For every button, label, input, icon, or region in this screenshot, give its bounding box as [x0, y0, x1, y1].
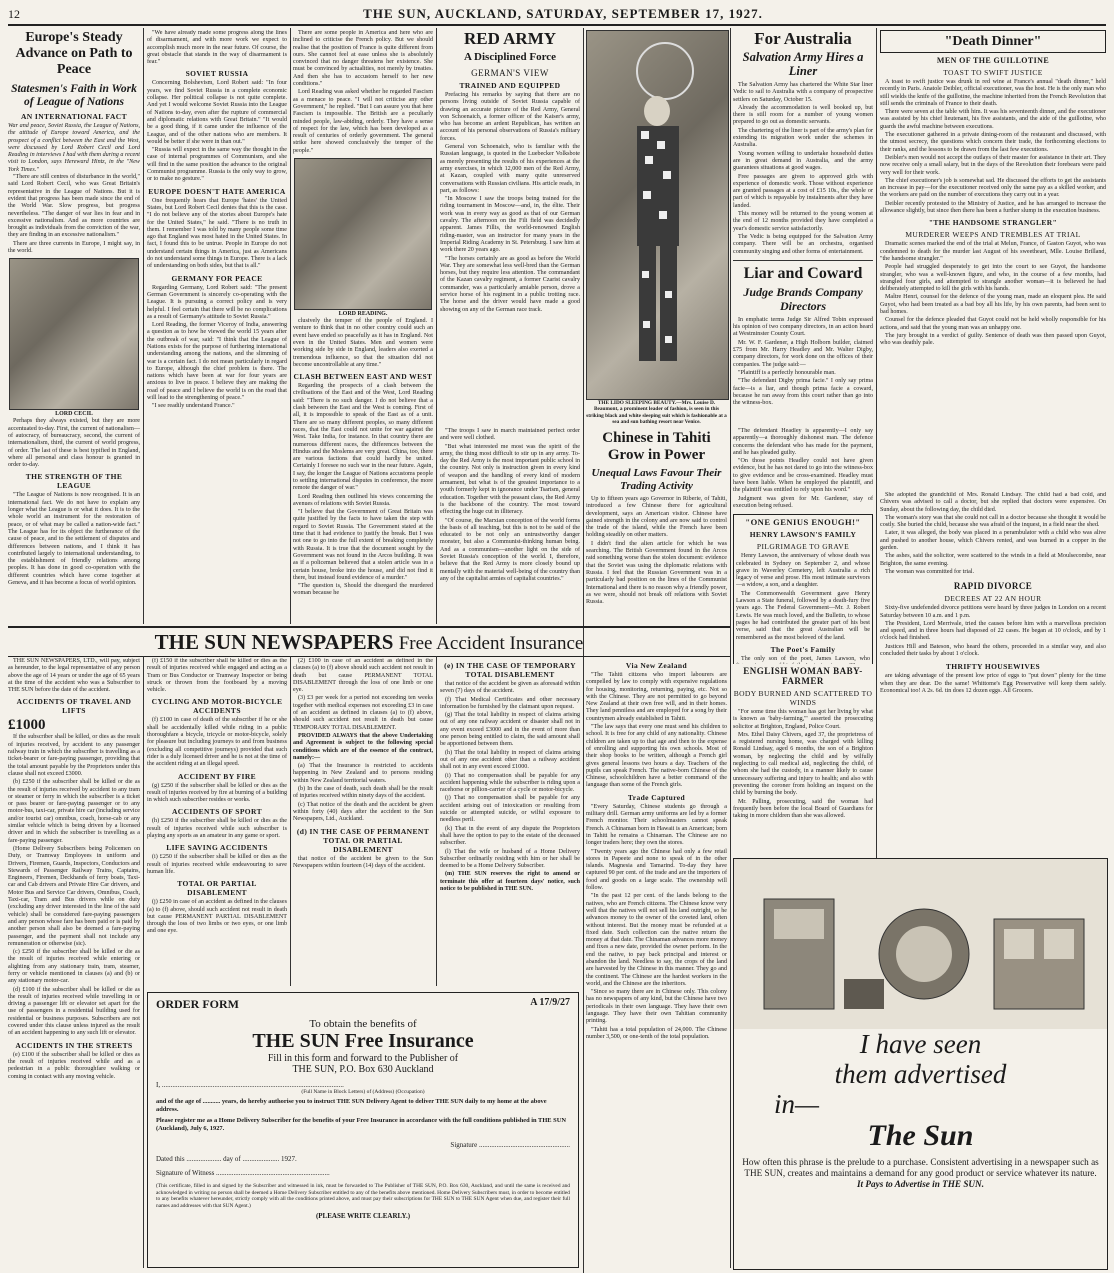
insurance-subhead-5: ACCIDENTS OF SPORT	[171, 807, 262, 817]
insurance-subhead-4: ACCIDENT BY FIRE	[177, 771, 257, 781]
chinese-headline: Chinese in Tahiti Grow in Power	[602, 430, 711, 463]
lawson-subhead: HENRY LAWSON'S FAMILY	[749, 530, 857, 540]
order-form-big: THE SUN Free Insurance	[252, 1030, 474, 1052]
redarmy-article-cont	[440, 428, 580, 624]
farmer-body-1: "For some time this woman has got her living by what is known as 'baby-farming,'" asserted the prosecuting solicitor at Brighton, England, Police Court.	[733, 709, 873, 730]
europe-body-5: "We have already made some progress along the lines of disarmament, and with more work we expect to accomplish much more in the near future. Of course, the great obstacle that stands in the way of disarmament is fear."	[147, 30, 287, 66]
insurance-subhead-2: ACCIDENTS IN THE STREETS	[15, 1040, 133, 1050]
europe-subhead-3: SOVIET RUSSIA	[185, 69, 249, 79]
chinese-body-5: "Every Saturday, Chinese students go through a military drill. German army uniforms are led by a former French monitor. Their schoolmasters cannot speak French. A Chinaman born in Hawaii is an American; born in Tahiti he remains a Chinaman. The Chinese are no longer traders here; they own the stores.	[586, 803, 727, 847]
insurance-body-25: (j) That no compensation shall be payable for any accident arising out of intoxication or resulting from suicide or attempted suicide, or wilful exposure to needless peril.	[440, 795, 580, 824]
liar-body-7: Judgment was given for Mr. Gardener, stay of execution being refused.	[733, 495, 873, 509]
order-form-line-3: THE SUN, P.O. Box 630 Auckland	[292, 1064, 434, 1075]
australia-body-7: The Vedic is being equipped for the Salvation Army company. There will be an orchestra, organised community singing and other forms of entertainment.	[733, 233, 873, 255]
australia-body-3: The chartering of the liner is part of the army's plan for extending its migration work under the schemes in Australia.	[733, 127, 873, 149]
order-form-fine-print: (This certificate, filled in and signed by the Subscriber and witnessed in ink, must be forwarded to The Publisher of THE SUN, P.O. Box 630, Auckland, and until the same is received and acknowledged in writing no person shall be deemed a Home Delivery Subscriber entitled to any of the benefits above mentioned. Home Delivery Subscribers must, in order to become entitled to any benefits whatever hereunder, strictly comply with all the conditions printed above, and must pay their subscriptions for THE SUN to THE SUN Agent when due, and register their full names and addresses with that SUN Agent.)	[156, 1183, 570, 1209]
insurance-subhead-8: (d) IN THE CASE OF PERMANENT TOTAL OR PARTIAL DISABLEMENT	[296, 826, 430, 854]
europe-body-1: "There are still centres of disturbance in the world," said Lord Robert Cecil, who was Great Britain's representative in the League of Nations. But it is evident that progress has been made since the end of the World War. Slow progress, but progress nevertheless. "The danger of war lies in fear and in excessive nationalism. And as more countries are brought as individuals from the conviction of the war, they are finding in an excessive nationalism."	[8, 174, 140, 239]
death-subhead: MEN OF THE GUILLOTINE	[936, 56, 1050, 65]
australia-article	[733, 30, 873, 426]
insurance-col-3	[293, 658, 433, 988]
redarmy-body-1: Prefacing his remarks by saying that there are no persons living outside of Soviet Russia capable of drawing an accurate picture of the Red Army, General von Schoenaich, a former officer of the Kaiser's army, who has become an ardent Republican, has written an account of his personal observations of Russia's military forces.	[440, 92, 580, 142]
insurance-body-8: (f) £100 in case of death of the subscriber if he or she shall be accidentally killed while riding in a public thoroughfare a bicycle, tricycle or motor-bicycle, solely for pleasure but including journeys to and from business (excluding all competitive journeys) provided that such rider is a duly licensed driver and he is not at the time of the accident riding at an illegal speed.	[147, 717, 287, 768]
insurance-body-22: (g) That the total liability in respect of claims arising out of any one railway accident or disaster shall not in any event exceed £3000 and in the event of more than one person being entitled to claim, the said amount shall be apportioned between them.	[440, 712, 580, 748]
insurance-intro: THE SUN NEWSPAPERS, LTD., will pay, subject as hereunder, to the legal representative of any person above the age of 14 years or under the age of 65 years at the time of the accident who was a Subscriber to THE SUN before the date of the accident.	[8, 658, 140, 694]
farmer-body-4: She adopted the grandchild of Mrs. Ronald Lindsay. The child had a bad cold, and Chivers was advised to call a doctor, but she replied that doctors were expensive. On Sunday, about the following day, the child died.	[880, 492, 1106, 513]
liar-body-3: "Plaintiff is a perfectly honourable man.	[738, 369, 836, 376]
lawson-body-1: Henry Lawson, the anniversary of whose death was celebrated in Sydney on September 2, and whose grave in Waverley Cemetery, left Australia a rich legacy of verse and prose. His most intimate survivors—a widow, a son, and a daughter.	[736, 553, 870, 589]
chinese-body-3: "The Tahiti citizens who import labourers are compelled by law to comply with expensive regulations for housing, monitoring, returning, paying, etc. Not so with the Chinese. They are not permitted to go beyond New Zealand at their own free will, and in their homes. They land penniless and are employed for a song by their countrymen already established in Tahiti.	[586, 672, 727, 722]
reading-body-1: There are some people in America and here who are inclined to criticise the French policy. But we should realise that the position of France is quite different from ours. She cannot feel at ease unless she is absolutely convinced that no danger threatens her existence. She must be convinced by actualities, not merely by treaties. And then she has to accustom herself to her new conditions."	[293, 30, 433, 88]
order-form-register-text: Please register me as a Home Delivery Subscriber for the benefits of your Free Insurance in accordance with the full conditions published in THE SUN (Auckland), July 6, 1927.	[156, 1117, 566, 1132]
insurance-body-20: that notice of the accident be given as aforesaid within seven (7) days of the accident.	[440, 681, 580, 695]
insurance-body-23: (h) That the total liability in respect of claims arising out of any one accident other than a railway accident shall not in any event exceed £1000.	[440, 749, 580, 771]
liar-body-5: "The defendant Headley is apparently—I only say apparently—a thoroughly dishonest man. The defence concerns the defendant who has made for the payment, and he has pleaded guilty.	[733, 428, 873, 456]
redarmy-body-4: "The horses certainly are as good as before the World War. They are somewhat less well-bred than the German horses, but they require less attention. The commandant of the Kazan cavalry regiment, a former Czarist cavalry commander, was a particularly amiable person, drove a service horse of his regiment in a public trotting race. The horse and the driver would have made a good showing on any of the German race track.	[440, 255, 580, 313]
reading-body-5: Lord Reading then outlined his views concerning the avenues of relations with Soviet Russia.	[293, 493, 433, 507]
death-subhead-7: THRIFTY HOUSEWIVES	[945, 662, 1041, 672]
order-form-ref: A 17/9/27	[530, 997, 570, 1008]
redarmy-body-2: General von Schoenaich, who is familiar with the Russian language, is quoted in the Luebecker Volksbote as merely presenting the results of his experiences at the army exercises, in which 12,000 men of the Red Army, at Kazan, coupled with many quite unreserved conversations with Russian civilians. His article reads, in part, as follows:	[440, 144, 580, 194]
chinese-body-8: "Since so many there are in Chinese only. This colony has no newspapers of any kind, but the Chinese have two periodicals in their own language. They have their own language. They have their own Tahitian community printing.	[586, 989, 727, 1025]
farmer-body-6: Later, it was alleged, the body was placed in a perambulator with a child who was alive and pushed to another house, which Chivers rented, and was burned in a copper in the garden.	[880, 530, 1106, 552]
australia-body-2: Already the accommodation is well booked up, but there is still room for a number of young women prepared to go out as domestic servants.	[733, 104, 873, 126]
insurance-col-4	[440, 658, 580, 988]
farmer-article	[733, 666, 873, 854]
insurance-banner	[8, 626, 730, 657]
redarmy-body-3: "In Moscow I saw the troops being trained for the riding tournament in Moscow—and, in, the élite. Their work was in every way as good as that of our German cavalry. The afternoon on the Fili field was decidedly apparent. James Fillis, the world-renowned English riding-master, was an instructor for many years in the Imperial Riding Academy in St. Petersburg. I saw him at work there 20 years ago.	[440, 196, 580, 254]
advert-paper-name: The Sun	[867, 1119, 974, 1152]
insurance-body-5: (d) £100 if the subscriber shall be killed or die as the result of injuries received while travelling in or driving a passenger lift or elevator set apart for the use of passengers in a residential building used for residential or business purposes. Subscribers are not covered under this clause unless injured as the result of an accident happening to any such lift or elevator.	[8, 986, 140, 1037]
liar-headline: Liar and Coward	[743, 264, 863, 282]
insurance-body-16: (a) That the Insurance is restricted to accidents happening in New Zealand and to persons residing within New Zealand territorial waters.	[293, 763, 433, 784]
farmer-article-cont	[880, 492, 1106, 854]
death-body-3: The executioner gathered in a private dining-room of the restaurant and discussed, with the utmost secrecy, the questions which concern their trade, the forthcoming elections to their ranks, and the lessons to be drawn from the last few executions.	[880, 132, 1106, 153]
australia-body-6: This money will be returned to the young women at the end of 12 months provided they have completed a year's domestic service satisfactorily.	[733, 211, 873, 232]
insurance-banner-bold: THE SUN NEWSPAPERS	[154, 630, 394, 654]
death-body-10: Counsel for the defence pleaded that Guyot could not be held wholly responsible for his actions, and said that the young man was an unhappy one.	[880, 317, 1106, 331]
redarmy-subhead: GERMAN'S VIEW	[471, 68, 549, 78]
death-body-11: The jury brought in a verdict of guilty. Sentence of death was then passed upon Guyot, who was deathly pale.	[880, 332, 1106, 347]
liar-body-6: "On those points Headley could not have given evidence, but he has not dared to go into the witness-box to give evidence and be cross-examined. Headley must have been liable. When he employed the plaintiff, and the plaintiff was entitled to rely upon his word."	[733, 458, 873, 494]
order-form	[147, 992, 579, 1268]
lawson-headline: "ONE GENIUS ENOUGH!"	[745, 517, 861, 528]
photo-lord-cecil	[9, 258, 139, 410]
insurance-body-14: (3) £3 per week for a period not exceeding ten weeks together with medical expenses not exceeding £3 in case of an accident as defined in clauses (a) to (f) above, should such accident not result in death but cause TEMPORARY TOTAL DISABLEMENT.	[293, 695, 433, 731]
insurance-body-28: (m) THE SUN reserves the right to amend or terminate this offer at fourteen days' notice, such notice to be published in THE SUN.	[440, 871, 580, 893]
death-body-13: The President, Lord Merrivale, tried the causes before him with a marvellous precision and speed, and in three hours had disposed of 22 cases. He began at 10 o'clock, and by 1 o'clock had finished.	[880, 620, 1106, 642]
liar-deck: Judge Brands Company Directors	[743, 284, 863, 313]
chinese-body-6: "Twenty years ago the Chinese had only a few retail stores in Papeete and none to speak of in the other islands. Magnesia and Tamarind. To-day they have captured 90 per cent. of the trade and are the importers of food and goods on a large scale. The ownership will follow.	[586, 848, 727, 892]
insurance-amount: £1000	[8, 717, 46, 734]
death-body-15: are taking advantage of the present low price of eggs to "put down" plenty for the time when they are dear. Do the same! Whittome's Egg Preservative will keep them safely. Economical too! A 2s. 6d. tin does 12 dozen eggs. All Grocers.	[880, 673, 1106, 694]
europe-subhead-4: EUROPE DOESN'T HATE AMERICA	[148, 186, 286, 196]
page-number: 12	[8, 6, 20, 21]
redarmy-body-6: "But what interested me most was the spirit of the army, the thing most difficult to stir up in any army. To-day the Red Army is the most important public school in the country. Not only is instruction given in every kind of weapon and the handling of every kind of modern armament, but what is of the greatest importance to a youth formerly kept in ignorance under Tsarism, general education. Together with the peasant class, the Red Army is the backbone of the country. The most toward effecting the huge cut in illiteracy.	[440, 443, 580, 516]
advert-body-text: How often this phrase is the prelude to a purchase. Consistent advertising in a newspaper such as THE SUN, creates and maintains a demand for any good product or service whatever its nature.	[742, 1157, 1099, 1178]
caption-lido: THE LIDO SLEEPING BEAUTY.—Mrs. Louise D. Beaumont, a prominent leader of fashion, is seen in this striking black and white sleeping suit which is fashionable at a sea and sun bathing resort near Venice.	[586, 400, 727, 426]
reading-body-2: Lord Reading was asked whether he regarded Fascism as a menace to peace. "I will not criticise any other Government," he replied. "But I can assure you that here Fascism is impossible. The British are a peculiarly minded people, law-abiding, orderly. They have a sense of respect for the law, which has been developed as a result of centuries of orderly government. The general strike here showed conclusively the temper of the people."	[293, 89, 433, 154]
redarmy-body-5: "The troops I saw in march maintained perfect order and were well clothed.	[440, 428, 580, 442]
insurance-body-18: (c) That notice of the death and the accident be given within forty (40) days after the accident to the Sun Newspapers, Ltd., Auckland.	[293, 801, 433, 823]
death-body-5: The chief executioner's job is somewhat sad. He discussed the efforts to get the assistants an increase in pay—for the executioner received only the same pay as a skilled worker, and the workers are paid on the number of executions they carry out in a year.	[880, 177, 1106, 199]
chinese-body-7: "In the past 12 per cent. of the lands belong to the natives, who are French citizens. The Chinese know very well that the natives will not sell his land outright, so he advances money to the owner of the coveted land, often without interest. But the money must be refunded at a fixed date. Such collection can the native return the money at that date. The Chinaman advances more money and fixes a new date, provided the owner perform. In the end the native, to pay back principal and interest or abandon the land. Needless to say, the crops of the land are harvested by the Chinese in this manner. They go and the continent. The Chinese are the hardest workers in the world, and the Chinese are the inheritors.	[586, 893, 727, 987]
reading-body-7: "The question is, Should the disregard the murdered woman because he	[293, 583, 433, 597]
redarmy-article	[440, 30, 580, 425]
liar-body-2: Mr. W. F. Gardener, a High Holborn builder, claimed £75 from Mr. Harry Headley and Mr. Walter Digby, company directors, for work done on the offices of their companies. The judge said:—	[733, 339, 873, 368]
europe-intro: War and peace, Soviet Russia, the League of Nations, the attitude of Europe toward America, and the prospect of a conflict between the East and the West, were discussed by Lord Robert Cecil and Lord Reading in interviews I had with them during a recent visit to London, says Hereward Hintz, in the "New York Times."	[8, 123, 140, 173]
insurance-subhead-1: ACCIDENTS OF TRAVEL AND LIFTS	[16, 697, 132, 716]
order-form-signature-field[interactable]: Signature ....................................................	[450, 1141, 570, 1149]
lawson-body-3: The only son of the poet, James Lawson, who	[741, 655, 870, 662]
order-form-title: ORDER FORM	[156, 997, 239, 1011]
order-form-line-1: To obtain the benefits of	[309, 1018, 417, 1030]
chinese-article	[586, 430, 727, 624]
redarmy-headline: RED ARMY	[463, 30, 557, 48]
redarmy-deck: A Disciplined Force	[463, 51, 557, 63]
insurance-subhead-7: TOTAL OR PARTIAL DISABLEMENT	[177, 879, 257, 898]
chinese-body-1: Up to fifteen years ago Governor in Riberie, of Tahiti, introduced a few Chinese there for agricultural development, says an American visitor. Chinese have gained strength in the colony and are now said to control the trade of the island, while the French have been holding steadily on other matters.	[586, 496, 727, 539]
death-body-1: A toast to swift justice was drunk in red wine at France's annual "death dinner," held recently in Paris. Anatole Deibler, official executioner, was the host. He is the only man who still wields the knife of the guillotine, the machine inherited from the French Revolution that still sends the criminals of France to their death.	[880, 79, 1106, 107]
lawson-subhead-3: The Poet's Family	[770, 644, 836, 654]
europe-body-6: Concerning Bolshevism, Lord Robert said: "In four years, we find Soviet Russia in a complete economic collapse. Her political collapse is not quite complete. And yet I would welcome Soviet Russia into the League of Nations to-day, even after the rupture of commercial and diplomatic relations with Great Britain." "It would be a good thing, if it came under the influence of the League, and of the other nations who are members. It would be better if she were in than out."	[147, 80, 287, 145]
advert-script-2: them advertised	[834, 1059, 1007, 1089]
death-body-12: Sixty-five undefended divorce petitions were heard by three judges in London on a recent Saturday between 10 a.m. and 1 p.m.	[880, 605, 1106, 619]
europe-body-7: "Russia will expect in the same way the thought in the case of internal programmes of Communism, and she will find in the same position the advance to the original Communist programme. Russia is the only way to grow, or to make no gesture."	[147, 147, 287, 183]
photo-figure-illustration	[587, 31, 728, 399]
death-subhead-5: RAPID DIVORCE	[953, 581, 1033, 592]
europe-deck: Statesmen's Faith in Work of League of Nations	[11, 83, 137, 108]
farmer-body-5: The woman's story was that she could not call in a doctor because she thought it would be costly. She buried the child, because she was afraid of the inquest, in a field near the shed.	[880, 514, 1106, 529]
insurance-body-12: (j) £250 in case of an accident as defined in the clauses (a) to (f) above, should such accident not result in death but cause PERMANENT PARTIAL DISABLEMENT through the loss of two limbs or two eyes, or one limb and one eye.	[147, 899, 287, 935]
order-form-field-labels: (Full Name in Block Letters) of (Address) (Occupation)	[301, 1089, 425, 1095]
death-subhead-2: TOAST TO SWIFT JUSTICE	[943, 68, 1043, 77]
australia-body-5: Free passages are given to approved girls with experience of domestic work. Those without experience are granted passages at a cost of £15 10s., the whole or part of which is repayable by instalments after they have landed.	[733, 173, 873, 209]
caption-lord-cecil: LORD CECIL	[55, 411, 93, 418]
europe-subhead: AN INTERNATIONAL FACT	[20, 112, 128, 121]
europe-body-8: One frequently hears that Europe 'hates' the United States, but Lord Robert Cecil denies that this is the case. "I do not believe any of the stories about Europe's hate for the United States," he said. "There is no truth in them. I remember I was told by many people some time ago that England was most hated in the United States. In fact, I found this to be untrue. People in Europe do not understand certain things in America, just as Americans do not understand some things in Europe. There is a lack of understanding on both sides, but that is all."	[147, 197, 287, 270]
farmer-body-2: Mrs. Ethel Daisy Chivers, aged 37, the proprietress of a registered nursing home, was charged with killing Ronald Lindsay, aged 6 months, the son of a Brighton woman, by neglecting the child and by wilfully neglecting to call medical aid, neglecting the child, of whom she had the custody, in a manner likely to cause unnecessary suffering and injury to health; and also with preventing the coroner from holding an inquest on the child by burning the body.	[733, 731, 873, 797]
europe-article-cont	[147, 30, 287, 624]
death-dinner-article	[880, 30, 1106, 490]
europe-body-11: "I see readily understand France."	[152, 403, 235, 410]
order-form-age-field[interactable]: and of the age of ........... years, do hereby authorise you to instruct THE SUN Delivery Agent to deliver THE SUN daily to my home at the above address.	[156, 1098, 547, 1113]
chinese-body-2: I didn't find the alien article for which he was searching. The British Government found in the Arcos raid something worse than the stolen document: evidence that the Soviet was using the diplomatic relations with Russia. I feel that the Russian Government was in a particularly bad position on the lines of the Communist International and there is no reason why a friendly power, as we were, should not break off relations with Soviet Russia.	[586, 540, 727, 606]
europe-subhead-5: GERMANY FOR PEACE	[171, 273, 263, 283]
sun-advertisement	[733, 858, 1108, 1270]
photo-lido-sleeping-beauty	[586, 30, 729, 400]
farmer-headline: ENGLISH WOMAN BABY-FARMER	[743, 666, 863, 686]
insurance-body-10: (h) £250 if the subscriber shall be killed or dies as the result of injuries received while such subscriber is playing any sports as an amateur in any game or sport.	[147, 818, 287, 840]
europe-body-2: There are three currents in Europe, I might say, in the world.	[8, 240, 140, 255]
chinese-subhead-2: Trade Captured	[627, 792, 686, 802]
insurance-body-19: that notice of the accident be given to the Sun Newspapers within fourteen (14) days of the accident.	[293, 855, 433, 869]
chinese-body-4: "The law says that every one must send his children to school. It is free for any child of any nationality. Chinese children are taken up to that age and then to the expense of enrolling and supporting his own schools. Most of their shop books to be written, although a French girl gives general lessons two hours a day. Teachers of the pupils can speak French. The native-born Chinese of the Chinese, schoolchildren have a better command of the language than some of the French girls.	[586, 724, 727, 789]
europe-article	[8, 30, 140, 624]
insurance-body-17: (b) In the case of death, such death shall be the result of injuries received within ninety days of the accident.	[293, 786, 433, 800]
reading-subhead: CLASH BETWEEN EAST AND WEST	[293, 372, 433, 382]
advert-script-3: in—	[774, 1089, 820, 1119]
death-subhead-4: MURDERER WEEPS AND TREMBLES AT TRIAL	[905, 230, 1081, 240]
advert-script-1: I have seen	[859, 1029, 982, 1059]
insurance-body-9: (g) £250 if the subscriber shall be killed or dies as the result of injuries received by fire at burning of a building in which such subscriber resides or works.	[147, 782, 287, 804]
advert-tagline: It Pays to Advertise in THE SUN.	[856, 1179, 984, 1189]
order-form-write-clearly: (PLEASE WRITE CLEARLY.)	[315, 1212, 411, 1221]
death-body-8: People had struggled desperately to get into the court to see Guyot, the handsome strangler, who was a well-known figure, and who, in the course of a few months, had strangled four girls, and attempted to strangle another woman—it is believed he had deliberately attempted to kill the girls with his hands.	[880, 264, 1106, 293]
redarmy-body-7: "Of course, the Marxian conception of the world forms the basis of all teaching, but this is not to be said of the educated to be not only an untrustworthy danger monster, but also a Communist-thinking human being. And as a communism—another light on the side of Soviet Russia's conception of the world. I, therefore, believe that the Red Army is more closely bound up mentally with the material well-being of the country than any of the capitalist armies of capitalist countries."	[440, 517, 580, 582]
insurance-body-1: If the subscriber shall be killed, or dies as the result of injuries received, by accident to any passenger railway train in which the subscriber is travelling as a ticket-bearer or fare-paying passenger, providing that the total amount payable by the Proprietors under this clause shall not exceed £3000.	[8, 734, 140, 777]
death-subhead-3: "THE HANDSOME STRANGLER"	[928, 218, 1058, 228]
masthead	[8, 4, 1106, 26]
insurance-body-27: (l) That the wife or husband of a Home Delivery Subscriber ordinarily residing with him or her shall be deemed to be a Home Delivery Subscriber.	[440, 848, 580, 870]
europe-body-4: "The League of Nations is now recognised. It is an international fact. We do not have to explain any longer what the League is or what it does. It is to the whole world an instrument for the restoration of peace, or of what may be called a nation-wide fact." The League has for its object the furtherance of the cause of peace, and to the settlement of disputes and differences between nations, and I think it has contributed largely to international understanding, to the establishment of friendly relations among peoples. It has done in good co-operation with the different countries which have come together at Geneva, and it has become a focus of world opinion.	[8, 492, 140, 586]
chinese-deck: Unequal Laws Favour Their Trading Activity	[591, 467, 722, 492]
insurance-body-13: (2) £100 in case of an accident as defined in the clauses (a) to (f) above should such accident not result in death but cause PERMANENT TOTAL DISABLEMENT through the loss of one limb or one eye.	[293, 658, 433, 694]
insurance-subhead-6: LIFE SAVING ACCIDENTS	[166, 843, 268, 853]
death-headline: "Death Dinner"	[880, 30, 1106, 53]
lawson-body-2: The Commonwealth Government gave Henry Lawson a State funeral, followed by a death-fury five years ago. The Federal Government—Mr. J. Robert Lewis. He was much loved, and the Bulletin, to whose pages he had contributed the greater part of his best verse, said that the great Australian will be remembered as the most beloved of the land.	[736, 590, 870, 641]
europe-body-10: Lord Reading, the former Viceroy of India, answering a question as to how he viewed the world 15 years after the outbreak of war, said: "I think that the League of Nations exists for the purpose of furthering international understanding among the nations, and the slimming of war is a certain fact. I do not mean particularly in regard to Europe, although the chief problem is there. The nations which have been at war for four years are anxious to live in peace. I believe they are making the road of peace and I believe the world is on the road that will lead to the strengthening of peace."	[147, 322, 287, 402]
europe-body-9: Regarding Germany, Lord Robert said: "The present German Government is sincerely co-operating with the League. It is pursuing a correct policy and is very helpful. I feel certain that there will be no complications as a result of Germany's attitude to Soviet Russia."	[147, 284, 287, 320]
insurance-body-24: (i) That no compensation shall be payable for any accident happening while the subscriber is riding upon a racehorse or pillion-carrier of a cycle or motor-bicycle.	[440, 772, 580, 794]
order-form-line-2: Fill in this form and forward to the Publisher of	[267, 1053, 459, 1064]
liar-body-1: In emphatic terms Judge Sir Alfred Tobin expressed his opinion of two company directors, in an action heard at Westminster County Court.	[733, 316, 873, 338]
photo-lord-reading	[294, 158, 432, 310]
insurance-col-1	[8, 658, 140, 1268]
europe-subhead-2: THE STRENGTH OF THE LEAGUE	[25, 472, 123, 491]
europe-body-3: Perhaps they always existed, but they are more accentuated to-day. First, the current of nationalism—of autocracy, of bureaucracy, second, the current of internationalism, third, the current of world progress, of order. The last of these is best typified in England, where all personal and class honour is granted in order to-day.	[8, 418, 140, 469]
insurance-col-2	[147, 658, 287, 988]
advert-illustration	[734, 859, 1107, 1029]
reading-body-4: Regarding the prospects of a clash between the civilisations of the East and of the West, Lord Reading said: "There is no such danger. I do not believe that a clash between the East and the West is coming. First of all, it is impossible to speak of the East as of a unit. There are so many different peoples, so many different races, that the East could not unite for war against the West. Take India, for instance. In that country there are numerous different races, the differences between the Hindus and the Moslems are very great. China, too, there are various factions that could hardly be united. Certainly I foresee no such war in the near future. Again, I say, the longer the League of Nations accustoms people to settling international disputes in conference, the more remote the danger of war."	[293, 383, 433, 492]
order-form-witness-field[interactable]: Signature of Witness .................................................................	[156, 1169, 330, 1177]
death-body-14: Justices Hill and Bateson, who heard the others, proceeded in a similar way, and also concluded their tasks by about 1 o'clock.	[880, 643, 1106, 658]
insurance-banner-rest: Free Accident Insurance	[398, 633, 584, 654]
insurance-body-11: (i) £250 if the subscriber shall be killed or dies as the result of injuries received while endeavouring to save human life.	[147, 854, 287, 875]
europe-headline: Europe's Steady Advance on Path to Peace	[15, 30, 133, 77]
insurance-body-4: (c) £250 if the subscriber shall be killed or die as the result of injuries received while entering or alighting from any stationary train, tram, steamer, ferry or vehicle mentioned in clauses (a) and (b) or any stationary motor-car.	[8, 949, 140, 985]
death-body-6: Deibler recently protested to the Ministry of Justice, and he has arranged to increase the allowance slightly, but since then there has been a further slump in the execution business.	[880, 200, 1106, 215]
farmer-body-3: Mr. Palling, prosecuting, said the woman had frequently been before the local Board of Guardians for taking in more children than she was allowed.	[733, 798, 873, 820]
australia-body-1: The Salvation Army has chartered the White Star liner Vedic to sail to Australia with a company of prospective settlers on Saturday, October 15.	[733, 82, 873, 103]
australia-headline: For Australia	[754, 30, 852, 48]
insurance-subhead-9: (e) IN THE CASE OF TEMPORARY TOTAL DISABLEMENT	[444, 661, 576, 679]
insurance-body-3: (Home Delivery Subscribers being Policemen on Duty, or Tramway Employees in uniform and Drivers, Firemen, Guards, Inspectors, Conductors and Stewards of Passenger Railway Trains, Captains, Engineers, Firemen, Deckhands of ferry boats, Taxi-car and Cab drivers and Private Hire Car drivers, and Motor Bus and Service Car drivers, Omnibus, Coach, Taxi-car, Tram and Bus drivers while on duty (excluding any driver interested in the line of the said vehicle) shall be considered fare-paying passengers and any person whose fare has been paid or is paid by another person shall also be deemed a fare-paying passenger, and the payment shall not include any remuneration or otherwise (sic).	[8, 845, 140, 947]
insurance-subhead-3: CYCLING AND MOTOR-BICYCLE ACCIDENTS	[151, 697, 283, 716]
insurance-body-2: (b) £250 if the subscriber shall be killed or die as the result of injuries received by accident to any tram or steamer or ferry in which the subscriber is a ticket or pass bearer or fare-paying passenger or to any motor-bus, taxi-car, private hire car (including service and/or tourist car) omnibus, coach, horse-cab or any similar vehicle which is being driven by a licensed driver and in which the subscriber is travelling as a fare-paying passenger.	[8, 779, 140, 844]
insurance-body-15: PROVIDED ALWAYS that the above Undertaking and Agreement is subject to the following special conditions which are of the essence of the contract, namely:—	[293, 732, 433, 761]
chinese-body-9: "Tahiti has a total population of 24,000. The Chinese number 3,500, or one-tenth of the total population.	[586, 1026, 727, 1040]
lawson-article	[733, 428, 873, 664]
reading-body-6: "I believe that the Government of Great Britain was quite justified by the facts to have taken the step with regard to Soviet Russia. The Government stated at the time that it had evidence to justify the break. But I was not one to go into the full extent of breaking completely with Russia. It is true that the document sought by the Government was not found in the Arcos building. It was as if a policeman believed that a stolen article was in a certain house, broke into the house, and did not find it there, but instead found evidence of a murder."	[293, 509, 433, 581]
farmer-subhead: BODY BURNED AND SCATTERED TO WINDS	[733, 689, 873, 707]
reading-article	[293, 30, 433, 624]
caption-lord-reading: LORD READING.	[338, 311, 388, 318]
insurance-body-26: (k) That in the event of any dispute the Proprietors shall have the option to pay to the estate of the deceased subscriber.	[440, 825, 580, 847]
order-form-name-field[interactable]: I, ........................................................................................................	[156, 1081, 344, 1089]
order-form-dated-field[interactable]: Dated this .................... day of ..................... 1927.	[156, 1155, 297, 1163]
death-body-7: Dramatic scenes marked the end of the trial at Melun, France, of Gaston Guyot, who was condemned to death for the murder last August of his sweetheart, Mlle. Louise Brilland, "the handsome strangler."	[880, 241, 1106, 262]
farmer-body-7: The ashes, said the solicitor, were scattered to the winds in a field at Moulsecombe, near Brighton, the same evening.	[880, 553, 1106, 567]
advert-text	[734, 1153, 1107, 1194]
insurance-body-7: (f) £150 if the subscriber shall be killed or dies as the result of injuries received while engaged and acting as a Tram or Bus Conductor or Tramway Inspector or being struck or thrown from the footboard by a moving vehicle.	[147, 658, 287, 694]
australia-deck: Salvation Army Hires a Liner	[742, 50, 864, 78]
insurance-body-21: (f) That Medical Certificates and other necessary information be furnished by the claimant upon request.	[440, 696, 580, 710]
death-body-9: Maître Henri, counsel for the defence of the young man, made an eloquent plea. He said Guyot, who had been treated as a bad boy all his life, by his own parents, had been sent to bad homes.	[880, 294, 1106, 316]
lawson-subhead-2: PILGRIMAGE TO GRAVE	[756, 542, 850, 552]
insurance-body-6: (e) £100 if the subscriber shall be killed or dies as the result of injuries received while and as a pedestrian in a public thoroughfare walking or coming in contact with any moving vehicle.	[8, 1051, 140, 1080]
death-body-4: Deibler's men would not accept the outlays of their master for assistance in their art. They now receive only a small salary, but in the days of the Revolution their forebears were paid very well for their work.	[880, 154, 1106, 176]
australia-body-4: Young women willing to undertake household duties are in great demand in Australia, and the army guarantees situations at good wages.	[733, 150, 873, 172]
farmer-body-8: The woman was committed for trial.	[885, 568, 975, 575]
death-subhead-6: DECREES AT 22 AN HOUR	[944, 594, 1042, 604]
liar-body-4: "The defendant Digby prima facie." I only say prima facie—is a liar, and though prima facie a coward, because he ran away from this court rather than go into the witness-box.	[733, 378, 873, 407]
chinese-subhead: Via New Zealand	[625, 661, 688, 670]
death-body-2: There were seven at the table with him. It was his seventeenth dinner, and the executioner was assisted by his chief lieutenant, his five assistants, and the aide of the guillotine, who guards the awful machine between executions.	[880, 109, 1106, 130]
reading-body-3: clusively the temper of the people of England. I venture to think that in no other country could such an event have ended so peacefully as it has in England. Not even in the United States. Men and women were working side by side in England, leaders also exerted a tremendous influence, so that the situation did not become uncontrollable at any time."	[293, 318, 433, 368]
redarmy-subhead-2: TRAINED AND EQUIPPED	[459, 81, 561, 90]
chinese-article-cont	[586, 658, 727, 1268]
masthead-title: THE SUN, AUCKLAND, SATURDAY, SEPTEMBER 17, 1927.	[363, 6, 763, 21]
